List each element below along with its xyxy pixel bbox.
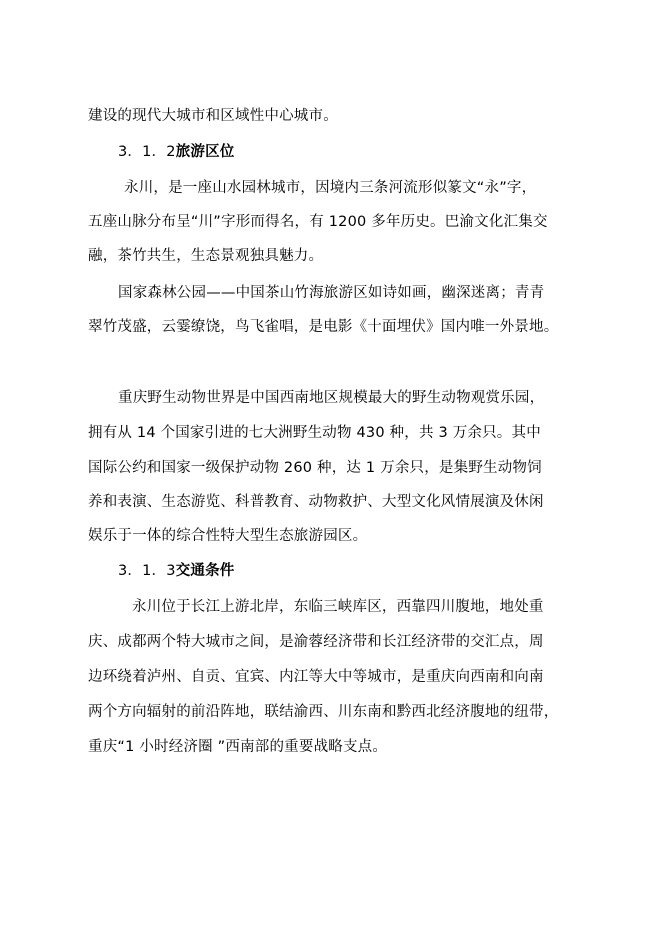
paragraph-line: 重庆“1 小时经济圈 ”西南部的重要战略支点。 xyxy=(88,739,388,755)
section-heading-3-1-3 xyxy=(118,561,235,581)
paragraph-line: 庆、成都两个特大城市之间，是渝蓉经济带和长江经济带的交汇点，周 xyxy=(88,634,544,650)
paragraph-line: 两个方向辐射的前沿阵地，联结渝西、川东南和黔西北经济腹地的纽带， xyxy=(88,704,559,720)
paragraph-line: 永川，是一座山水园林城市，因境内三条河流形似篆文“永”字， xyxy=(124,180,537,196)
paragraph-line: 重庆野生动物世界是中国西南地区规模最大的野生动物观赏乐园， xyxy=(118,390,545,406)
paragraph-line: 融，茶竹共生，生态景观独具魅力。 xyxy=(88,248,324,264)
paragraph-line: 永川位于长江上游北岸，东临三峡库区，西靠四川腹地，地处重 xyxy=(132,599,544,615)
paragraph-line: 五座山脉分布呈“川”字形而得名，有 1200 多年历史。巴渝文化汇集交 xyxy=(88,214,548,230)
paragraph-line: 边环绕着泸州、自贡、宜宾、内江等大中等城市，是重庆向西南和向南 xyxy=(88,669,544,685)
paragraph-line: 拥有从 14 个国家引进的七大洲野生动物 430 种，共 3 万余只。其中 xyxy=(88,425,541,441)
section-title: 交通条件 xyxy=(175,563,235,579)
paragraph-line: 翠竹茂盛，云霎缭饶，鸟飞雀唱，是电影《十面埋伏》国内唯一外景地。 xyxy=(88,319,559,335)
section-number: 3．1．2 xyxy=(118,144,176,160)
paragraph-line: 国家森林公园——中国茶山竹海旅游区如诗如画，幽深迷离；青青 xyxy=(118,285,545,301)
section-title: 旅游区位 xyxy=(175,144,235,160)
paragraph-line: 国际公约和国家一级保护动物 260 种，达 1 万余只，是集野生动物饲 xyxy=(88,460,542,476)
paragraph-line: 娱乐于一体的综合性特大型生态旅游园区。 xyxy=(88,528,368,544)
continuation-text: 建设的现代大城市和区域性中心城市。 xyxy=(88,108,338,124)
section-number: 3．1．3 xyxy=(118,563,176,579)
section-heading-3-1-2 xyxy=(118,142,235,162)
paragraph-line: 养和表演、生态游览、科普教育、动物救护、大型文化风情展演及休闲 xyxy=(88,494,544,510)
